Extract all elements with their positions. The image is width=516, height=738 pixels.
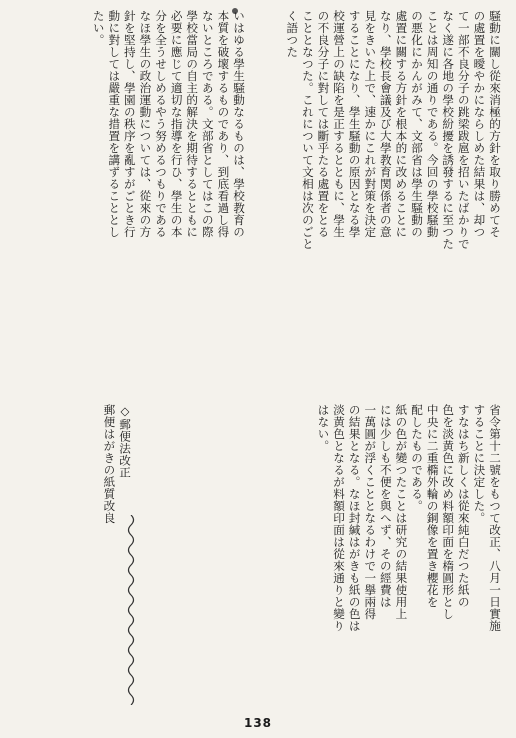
page-number: 138	[243, 716, 273, 730]
article-column-upper-right: 騒動に關し從來消極的方針を取り勝めてそ の處置を曖やかにならしめた結果は、却つ て一部不良分子の跳梁跋扈を招いたばかりで なく遂に各地の學校紛擾を誘發するに至つた ことは周知の通りである。今回の學校騒動 の悪化にかんがみて、文部省は學生騒動の 處置に關する方針を根本的に改めることに なり、學校長會議及び大學教育関係者の意 見をきいた上で、速かにこれが對策を決定 することになり、學生騒動の原因となる學 校運營上の缺陷を是正するとともに、學生 の不良分子に對しては斷乎たる處置をとる こととなつた。これについて文相は次のごと く語つた	[285, 10, 502, 250]
article-column-lower-left: ◇郵便法改正 郵便はがきの紙質改良	[102, 404, 132, 524]
article-column-lower-right: 省令第十二號をもつて改正、八月一日實施 することに決定した。 すなはち新しくは從來純白だつた紙の 色を淡黄色に改め料額印面を楕圓形とし 中央に二重橢外輪の銅像を置き櫻花を 配したものである。 紙の色が變つたことは研究の結果使用上 には少しも不便を與へず、その經費は 一萬圓が浮くこととなるわけで一擧兩得 の結果となる。なほ封緘はがきも紙の色は 淡黄色となるが料額印面は從來通りと變り はない。	[316, 404, 502, 632]
wavy-divider-rule	[120, 515, 142, 705]
article-column-upper-left: いはゆる學生騒動なるものは、學校教育の 本質を破壞するものであり、到底看過し得 ないところである。文部省としてはこの際 學校當局の自主的解決を期待するとともに 必要に應じて適切な指導を行ひ、學生の本 分を全うせしめるやう努めるつもりである なほ學生の政治運動については、從來の方 針を堅持し、學園の秩序を亂すがごとき行 動に對しては嚴重な措置を講ずることとし たい。	[91, 10, 246, 238]
